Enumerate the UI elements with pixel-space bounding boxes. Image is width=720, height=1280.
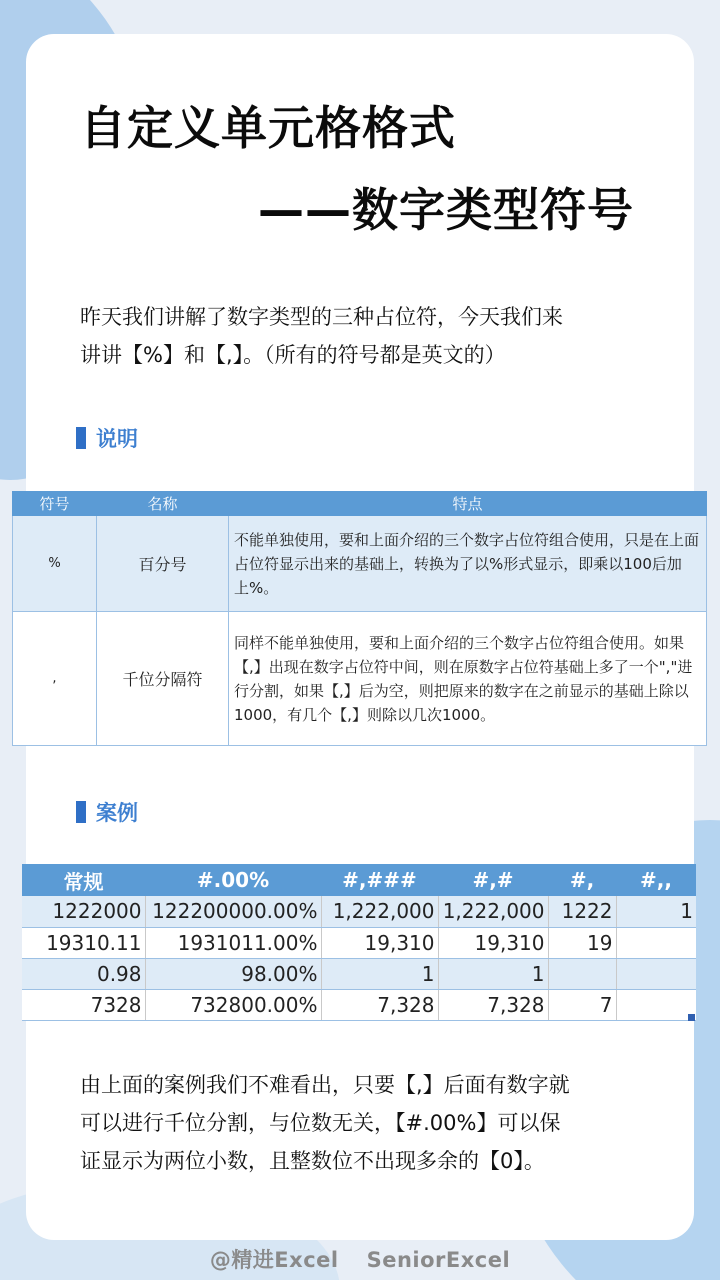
table-cell: 1,222,000 bbox=[321, 896, 438, 927]
table-cell: 1 bbox=[616, 896, 696, 927]
table-header-row bbox=[22, 864, 696, 896]
section-label: 案例 bbox=[96, 801, 138, 825]
table-cell: 1 bbox=[321, 958, 438, 989]
summary-line: 证显示为两位小数，且整数位不出现多余的【0】。 bbox=[80, 1149, 545, 1173]
intro-line: 昨天我们讲解了数字类型的三种占位符，今天我们来 bbox=[80, 305, 563, 329]
cell-symbol: % bbox=[13, 516, 97, 612]
cell-feature: 同样不能单独使用，要和上面介绍的三个数字占位符组合使用。如果【,】出现在数字占位符中间，则在原数字占位符基础上多了一个","进行分割，如果【,】后为空，则把原来的数字在之前显示的基础上除以1000，有几个【,】则除以几次1000。 bbox=[229, 612, 707, 746]
intro-line: 讲讲【%】和【,】。（所有的符号都是英文的） bbox=[80, 343, 506, 367]
section-heading-desc bbox=[76, 423, 138, 453]
header-general: 常规 bbox=[22, 864, 145, 896]
footer-watermark bbox=[0, 1244, 720, 1274]
cell-name: 百分号 bbox=[97, 516, 229, 612]
table-cell: 19,310 bbox=[321, 927, 438, 958]
table-cell bbox=[616, 989, 696, 1020]
table-cell: 7,328 bbox=[438, 989, 548, 1020]
header-name: 名称 bbox=[97, 492, 229, 516]
table-row bbox=[22, 989, 696, 1020]
cell-name: 千位分隔符 bbox=[97, 612, 229, 746]
table-row bbox=[22, 927, 696, 958]
table-cell: 0.98 bbox=[22, 958, 145, 989]
table-cell: 122200000.00% bbox=[145, 896, 321, 927]
section-marker bbox=[76, 801, 86, 823]
page-title: 自定义单元格格式 bbox=[80, 101, 456, 155]
header-div-million: #,, bbox=[616, 864, 696, 896]
description-table bbox=[12, 491, 707, 746]
table-resize-handle bbox=[688, 1014, 695, 1021]
header-thousands: #,### bbox=[321, 864, 438, 896]
table-cell bbox=[548, 958, 616, 989]
table-cell: 732800.00% bbox=[145, 989, 321, 1020]
table-cell bbox=[616, 958, 696, 989]
brand-cn: @精进Excel bbox=[209, 1248, 339, 1272]
header-feature: 特点 bbox=[229, 492, 707, 516]
table-cell bbox=[616, 927, 696, 958]
section-marker bbox=[76, 427, 86, 449]
table-row bbox=[13, 612, 707, 746]
table-row bbox=[22, 958, 696, 989]
table-cell: 1 bbox=[438, 958, 548, 989]
section-label: 说明 bbox=[96, 427, 138, 451]
summary-line: 可以进行千位分割，与位数无关，【#.00%】可以保 bbox=[80, 1111, 561, 1135]
table-header-row bbox=[13, 492, 707, 516]
table-cell: 19310.11 bbox=[22, 927, 145, 958]
table-cell: 7 bbox=[548, 989, 616, 1020]
table-cell: 1222 bbox=[548, 896, 616, 927]
intro-paragraph bbox=[80, 298, 660, 374]
table-cell: 19 bbox=[548, 927, 616, 958]
example-table bbox=[22, 864, 696, 1021]
page-subtitle: ——数字类型符号 bbox=[258, 183, 634, 237]
table-cell: 1,222,000 bbox=[438, 896, 548, 927]
table-cell: 1222000 bbox=[22, 896, 145, 927]
summary-paragraph bbox=[80, 1066, 655, 1180]
table-cell: 7328 bbox=[22, 989, 145, 1020]
table-row bbox=[13, 516, 707, 612]
summary-line: 由上面的案例我们不难看出，只要【,】后面有数字就 bbox=[80, 1073, 570, 1097]
table-cell: 7,328 bbox=[321, 989, 438, 1020]
table-cell: 98.00% bbox=[145, 958, 321, 989]
table-row bbox=[22, 896, 696, 927]
header-symbol: 符号 bbox=[13, 492, 97, 516]
section-heading-example bbox=[76, 797, 138, 827]
header-thousands-short: #,# bbox=[438, 864, 548, 896]
header-div-thousand: #, bbox=[548, 864, 616, 896]
table-cell: 1931011.00% bbox=[145, 927, 321, 958]
table-cell: 19,310 bbox=[438, 927, 548, 958]
header-percent: #.00% bbox=[145, 864, 321, 896]
brand-en: SeniorExcel bbox=[366, 1248, 511, 1272]
cell-feature: 不能单独使用，要和上面介绍的三个数字占位符组合使用，只是在上面占位符显示出来的基础上，转换为了以%形式显示，即乘以100后加上%。 bbox=[229, 516, 707, 612]
cell-symbol: , bbox=[13, 612, 97, 746]
